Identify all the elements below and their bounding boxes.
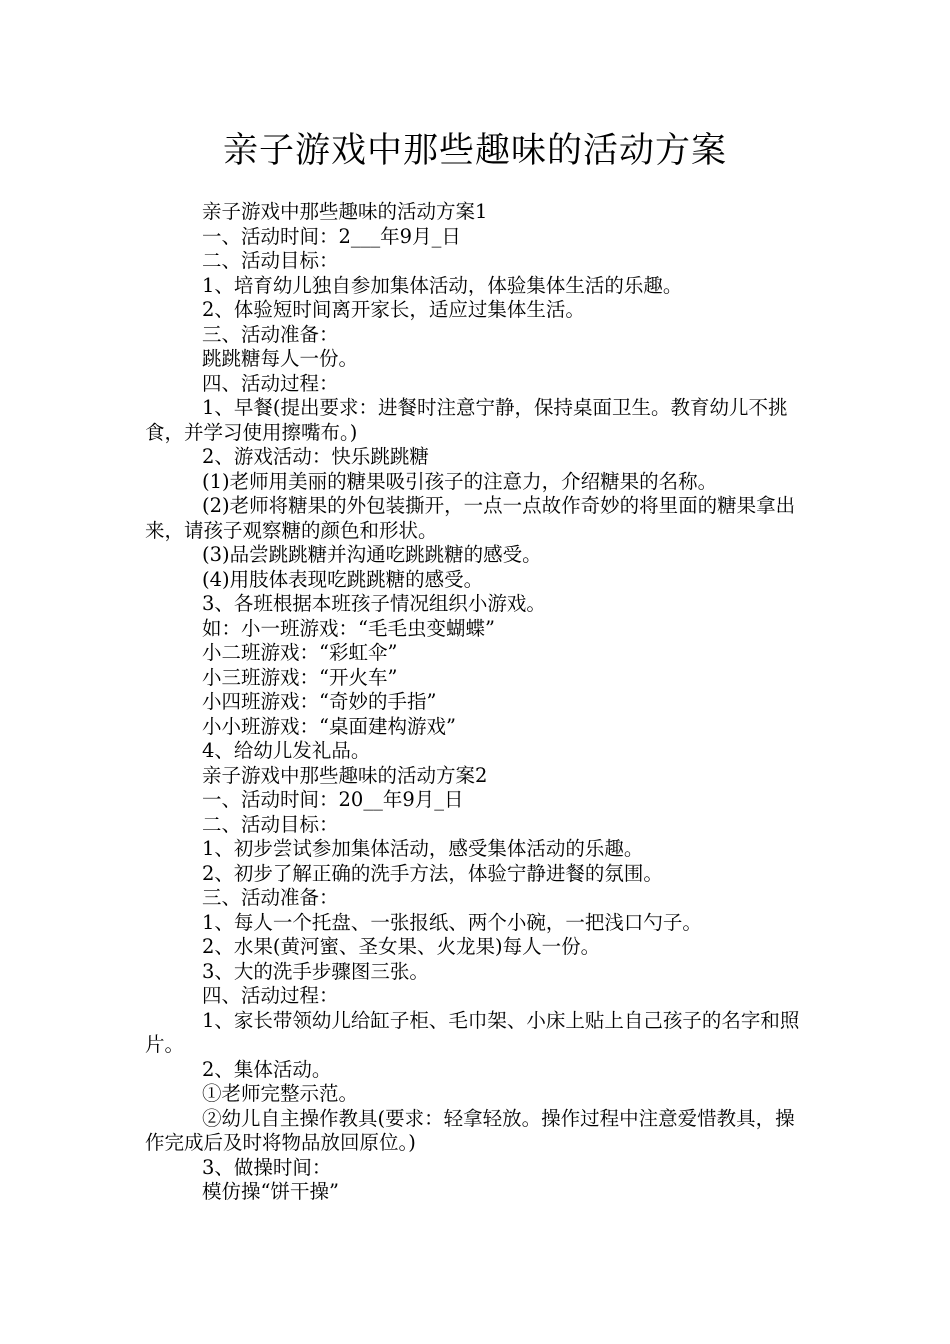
paragraph: 小小班游戏：“桌面建构游戏” xyxy=(202,714,456,738)
paragraph: 四、活动过程： xyxy=(202,371,339,395)
paragraph: 3、各班根据本班孩子情况组织小游戏。 xyxy=(202,592,546,615)
paragraph: 亲子游戏中那些趣味的活动方案1 xyxy=(202,200,488,223)
paragraph: 3、做操时间： xyxy=(202,1155,332,1179)
paragraph: 2、水果(黄河蜜、圣女果、火龙果)每人一份。 xyxy=(202,935,601,958)
paragraph: 三、活动准备： xyxy=(202,886,339,909)
paragraph: 2、集体活动。 xyxy=(202,1057,332,1081)
paragraph: 小三班游戏：“开火车” xyxy=(202,665,398,689)
paragraph: ①老师完整示范。 xyxy=(202,1082,359,1105)
paragraph: 1、培育幼儿独自参加集体活动，体验集体生活的乐趣。 xyxy=(202,273,683,297)
paragraph: 3、大的洗手步骤图三张。 xyxy=(202,959,429,983)
paragraph: (1)老师用美丽的糖果吸引孩子的注意力，介绍糖果的名称。 xyxy=(202,469,718,493)
document-title: 亲子游戏中那些趣味的活动方案 xyxy=(222,131,727,171)
paragraph: 二、活动目标： xyxy=(202,812,339,836)
paragraph: 2、初步了解正确的洗手方法，体验宁静进餐的氛围。 xyxy=(202,861,663,885)
paragraph: (3)品尝跳跳糖并沟通吃跳跳糖的感受。 xyxy=(202,543,542,566)
paragraph: 四、活动过程： xyxy=(202,984,339,1007)
paragraph: 二、活动目标： xyxy=(202,249,339,272)
paragraph: 小四班游戏：“奇妙的手指” xyxy=(202,690,437,713)
paragraph: ②幼儿自主操作教具(要求：轻拿轻放。操作过程中注意爱惜教具，操作完成后及时将物品放回原位。) xyxy=(145,1106,795,1154)
paragraph: 1、早餐(提出要求：进餐时注意宁静，保持桌面卫生。教育幼儿不挑食，并学习使用擦嘴布。) xyxy=(145,396,788,444)
paragraph: 小二班游戏：“彩虹伞” xyxy=(202,641,398,664)
paragraph: (4)用肢体表现吃跳跳糖的感受。 xyxy=(202,567,484,591)
paragraph: 4、给幼儿发礼品。 xyxy=(202,739,371,762)
paragraph: 1、初步尝试参加集体活动，感受集体活动的乐趣。 xyxy=(202,837,644,860)
paragraph: 1、每人一个托盘、一张报纸、两个小碗，一把浅口勺子。 xyxy=(202,910,702,934)
paragraph: 一、活动时间：20__年9月_日 xyxy=(202,788,464,811)
paragraph: 2、体验短时间离开家长，适应过集体生活。 xyxy=(202,298,585,321)
paragraph: 亲子游戏中那些趣味的活动方案2 xyxy=(202,763,488,787)
paragraph: 跳跳糖每人一份。 xyxy=(202,347,359,370)
paragraph: 1、家长带领幼儿给缸子柜、毛巾架、小床上贴上自己孩子的名字和照片。 xyxy=(145,1008,800,1056)
paragraph: 2、游戏活动：快乐跳跳糖 xyxy=(202,445,429,468)
paragraph: (2)老师将糖果的外包装撕开，一点一点故作奇妙的将里面的糖果拿出来，请孩子观察糖的颜色和形状。 xyxy=(145,494,796,542)
paragraph: 一、活动时间：2___年9月_日 xyxy=(202,224,461,248)
paragraph: 如：小一班游戏：“毛毛虫变蝴蝶” xyxy=(202,616,495,640)
paragraph: 模仿操“饼干操” xyxy=(202,1180,339,1203)
document-body xyxy=(145,200,809,1205)
paragraph: 三、活动准备： xyxy=(202,322,339,346)
